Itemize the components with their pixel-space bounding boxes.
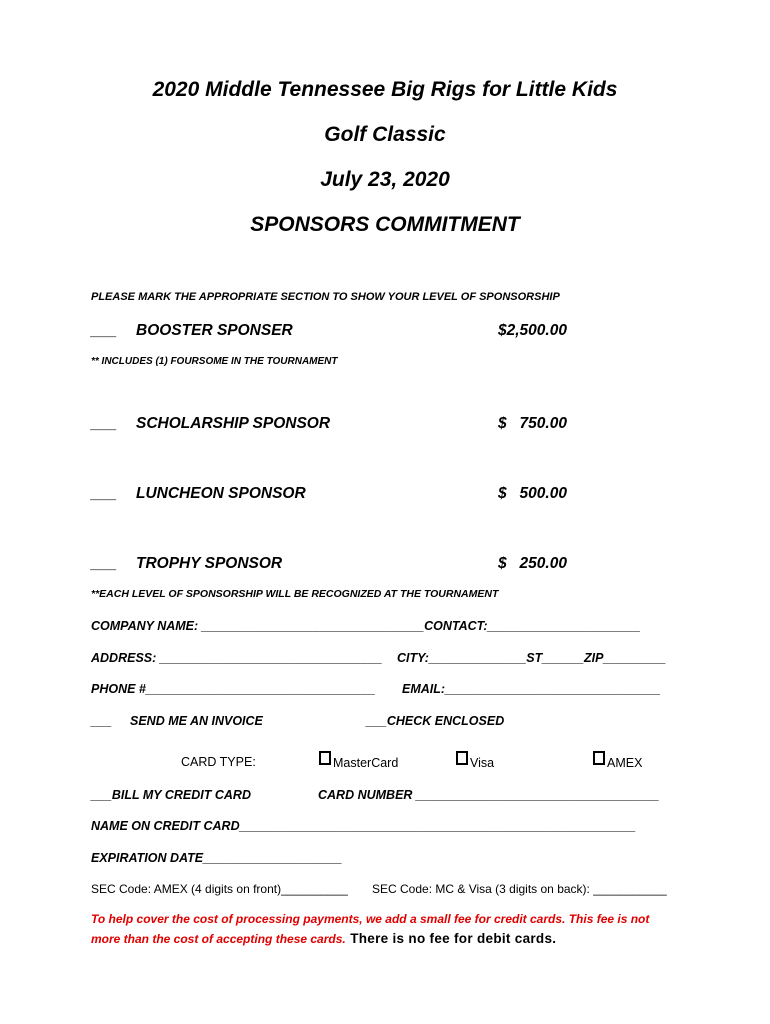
form-title: SPONSORS COMMITMENT	[250, 213, 520, 236]
scholarship-amount: $ 750.00	[498, 415, 567, 432]
luncheon-blank[interactable]: ___	[91, 485, 117, 502]
recognition-note: **EACH LEVEL OF SPONSORSHIP WILL BE RECOGNIZED AT THE TOURNAMENT	[91, 588, 499, 600]
invoice-label: SEND ME AN INVOICE	[130, 714, 263, 728]
booster-note: ** INCLUDES (1) FOURSOME IN THE TOURNAMENT	[91, 356, 338, 367]
fee-note-red-text: more than the cost of accepting these cards.	[91, 932, 346, 946]
visa-checkbox-icon[interactable]	[456, 751, 468, 765]
luncheon-amount: $ 500.00	[498, 485, 567, 502]
sec-code-mc-visa-field[interactable]: SEC Code: MC & Visa (3 digits on back): ___________	[372, 882, 667, 896]
bill-credit-card-option[interactable]: ___BILL MY CREDIT CARD	[91, 788, 251, 802]
address-field[interactable]: ADDRESS: ________________________________	[91, 651, 383, 665]
name-on-card-field[interactable]: NAME ON CREDIT CARD_________________________________________________________	[91, 819, 636, 833]
amex-label: AMEX	[607, 756, 643, 770]
invoice-blank[interactable]: ___	[91, 714, 112, 728]
event-subtitle: Golf Classic	[324, 123, 446, 146]
trophy-blank[interactable]: ___	[91, 555, 117, 572]
event-title: 2020 Middle Tennessee Big Rigs for Little Kids	[152, 78, 618, 101]
check-enclosed-option[interactable]: ___CHECK ENCLOSED	[366, 714, 505, 728]
visa-option[interactable]	[456, 751, 494, 770]
booster-amount: $2,500.00	[498, 322, 567, 339]
mastercard-checkbox-icon[interactable]	[319, 751, 331, 765]
mastercard-label: MasterCard	[333, 756, 399, 770]
email-field-text[interactable]: EMAIL:_______________________________	[402, 682, 661, 696]
trophy-label: TROPHY SPONSOR	[136, 555, 283, 572]
luncheon-label: LUNCHEON SPONSOR	[136, 485, 306, 502]
phone-field[interactable]: PHONE #_________________________________	[91, 682, 376, 696]
fee-note-line2	[91, 930, 556, 948]
trophy-amount: $ 250.00	[498, 555, 567, 572]
booster-blank[interactable]: ___	[91, 322, 117, 339]
event-date: July 23, 2020	[320, 168, 450, 191]
instruction-text: PLEASE MARK THE APPROPRIATE SECTION TO SHOW YOUR LEVEL OF SPONSORSHIP	[91, 291, 560, 303]
sec-code-amex-field[interactable]: SEC Code: AMEX (4 digits on front)__________	[91, 882, 348, 896]
city-state-zip-field[interactable]: CITY:______________ST______ZIP_________	[397, 651, 666, 665]
debit-fee-note: There is no fee for debit cards.	[350, 931, 557, 946]
expiration-date-field[interactable]: EXPIRATION DATE____________________	[91, 851, 343, 865]
mastercard-option[interactable]	[319, 751, 398, 770]
card-type-label: CARD TYPE:	[181, 755, 256, 769]
amex-option[interactable]	[593, 751, 642, 770]
company-contact-field[interactable]: COMPANY NAME: ________________________________CONTACT:______________________	[91, 619, 641, 633]
amex-checkbox-icon[interactable]	[593, 751, 605, 765]
scholarship-label: SCHOLARSHIP SPONSOR	[136, 415, 331, 432]
visa-label: Visa	[470, 756, 495, 770]
booster-label: BOOSTER SPONSER	[136, 322, 293, 339]
scholarship-blank[interactable]: ___	[91, 415, 117, 432]
fee-note-line1: To help cover the cost of processing payments, we add a small fee for credit cards. This fee is not	[91, 912, 650, 926]
card-number-field[interactable]: CARD NUMBER ___________________________________	[318, 788, 660, 802]
